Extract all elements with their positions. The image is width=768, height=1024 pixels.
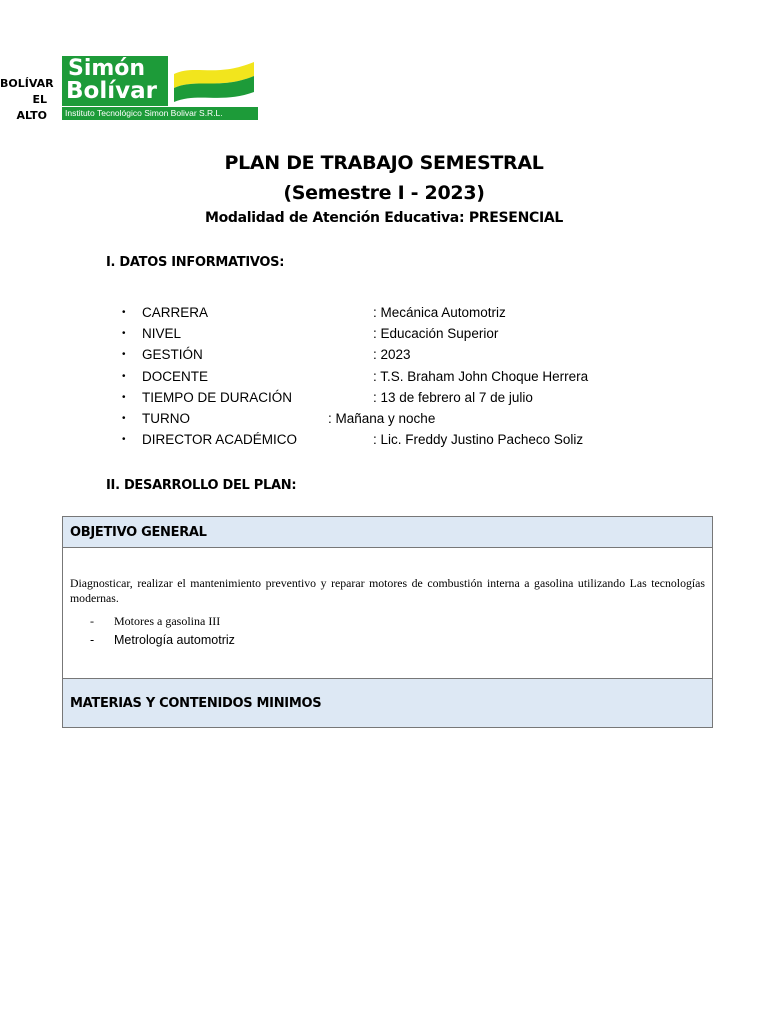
info-label: DIRECTOR ACADÉMICO bbox=[142, 432, 298, 448]
objective-text: Diagnosticar, realizar el mantenimiento preventivo y reparar motores de combustión interna a gasolina utilizando Las tecnologías modernas. bbox=[70, 576, 705, 605]
info-label: GESTIÓN bbox=[142, 347, 203, 363]
info-row-nivel bbox=[118, 323, 738, 344]
list-item bbox=[70, 614, 705, 629]
list-item-text: Motores a gasolina III bbox=[114, 614, 221, 628]
bullet-icon: • bbox=[122, 349, 126, 361]
page-title: PLAN DE TRABAJO SEMESTRAL bbox=[224, 152, 544, 174]
bullet-icon: • bbox=[122, 434, 126, 446]
semester-subtitle: (Semestre I - 2023) bbox=[283, 182, 485, 204]
info-value: : T.S. Braham John Choque Herrera bbox=[373, 368, 589, 384]
corner-line-1: BOLÍVAR bbox=[0, 77, 54, 90]
info-row-turno bbox=[118, 408, 738, 429]
info-row-gestion bbox=[118, 344, 738, 365]
bullet-icon: • bbox=[122, 328, 126, 340]
info-label: CARRERA bbox=[142, 305, 209, 320]
logo-name-line1: Simón bbox=[68, 56, 146, 81]
institute-logo bbox=[60, 54, 258, 120]
info-list bbox=[118, 302, 738, 450]
info-label: TIEMPO DE DURACIÓN bbox=[142, 389, 293, 405]
objective-body bbox=[63, 548, 713, 679]
bullet-icon: • bbox=[122, 412, 126, 424]
bullet-icon: • bbox=[122, 391, 126, 403]
list-item bbox=[70, 633, 705, 647]
materias-header: MATERIAS Y CONTENIDOS MINIMOS bbox=[63, 679, 713, 728]
info-row-director bbox=[118, 429, 738, 450]
dash-marker: - bbox=[90, 633, 95, 647]
bullet-icon: • bbox=[122, 307, 126, 318]
info-row-docente bbox=[118, 366, 738, 387]
institution-corner-text bbox=[0, 76, 54, 124]
list-item-text: Metrología automotriz bbox=[114, 633, 235, 647]
bullet-icon: • bbox=[122, 370, 126, 382]
info-label: DOCENTE bbox=[142, 368, 209, 384]
modality-line: Modalidad de Atención Educativa: PRESENCIAL bbox=[204, 210, 564, 226]
plan-table bbox=[62, 516, 713, 728]
info-value: : 2023 bbox=[373, 347, 411, 363]
info-value: : Educación Superior bbox=[373, 326, 499, 342]
info-label: NIVEL bbox=[142, 326, 182, 342]
objective-header: OBJETIVO GENERAL bbox=[63, 517, 713, 548]
info-value: : Mecánica Automotriz bbox=[373, 305, 506, 320]
logo-subtitle: Instituto Tecnológico Simon Bolivar S.R.L. bbox=[62, 107, 258, 120]
section-heading-desarrollo: II. DESARROLLO DEL PLAN: bbox=[106, 478, 297, 493]
info-value: : Mañana y noche bbox=[328, 410, 436, 426]
flag-icon bbox=[170, 56, 258, 106]
info-value: : Lic. Freddy Justino Pacheco Soliz bbox=[373, 432, 584, 448]
info-row-carrera bbox=[118, 302, 738, 323]
dash-marker: - bbox=[90, 614, 94, 628]
info-row-duracion bbox=[118, 387, 738, 408]
info-value: : 13 de febrero al 7 de julio bbox=[373, 389, 533, 405]
info-label: TURNO bbox=[142, 410, 190, 426]
logo-name-line2: Bolívar bbox=[66, 78, 157, 104]
section-heading-datos: I. DATOS INFORMATIVOS: bbox=[106, 255, 285, 270]
corner-line-2: EL ALTO bbox=[16, 93, 47, 122]
